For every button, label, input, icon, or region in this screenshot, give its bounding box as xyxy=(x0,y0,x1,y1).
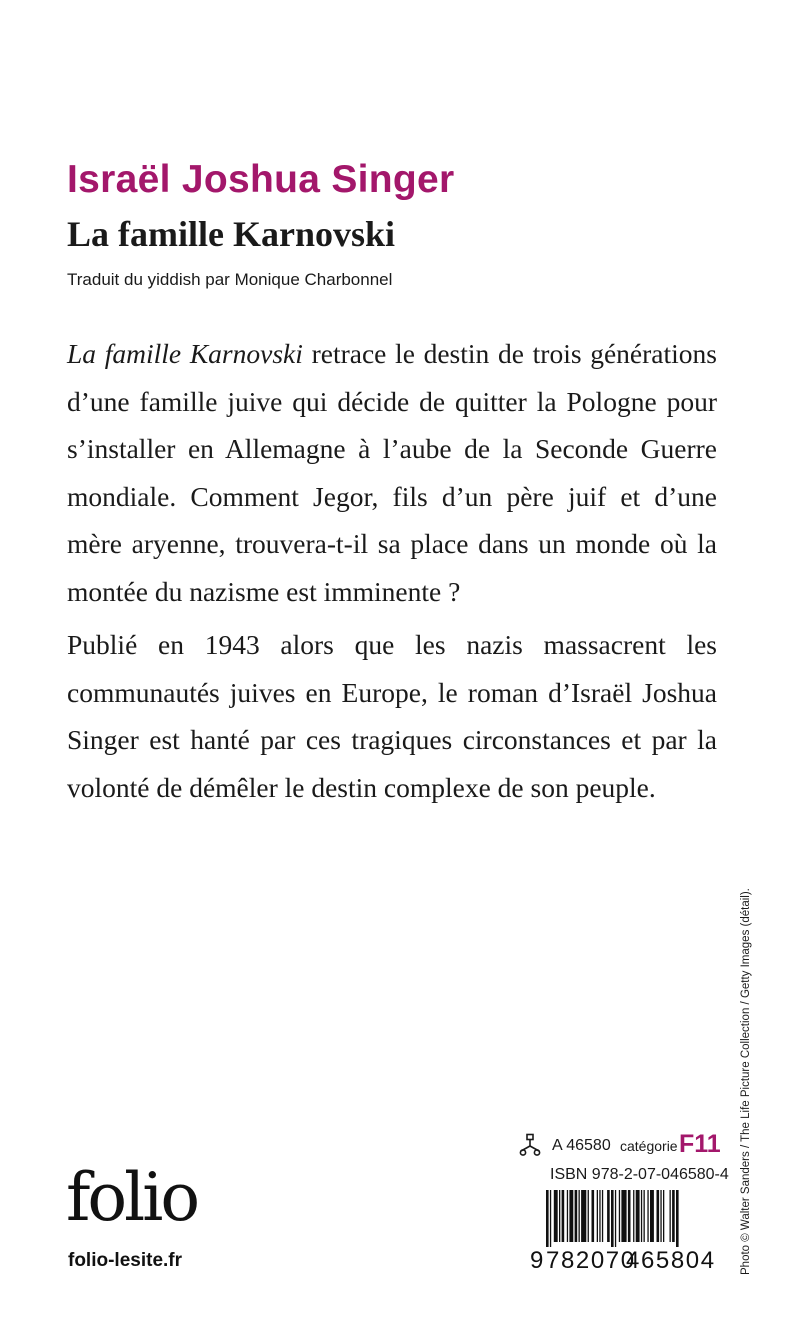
barcode-bar xyxy=(647,1190,648,1242)
barcode-bar xyxy=(569,1190,573,1242)
catalog-code-row xyxy=(518,1130,721,1158)
barcode-bar xyxy=(554,1190,558,1242)
translator-credit: Traduit du yiddish par Monique Charbonnel xyxy=(67,270,393,289)
barcode-bar xyxy=(619,1190,620,1242)
barcode-bar xyxy=(607,1190,610,1242)
barcode-bar xyxy=(650,1190,654,1242)
barcode-bar xyxy=(663,1190,664,1242)
barcode-bar xyxy=(597,1190,598,1242)
blurb-book-title: La famille Karnovski xyxy=(67,338,303,369)
barcode-bar xyxy=(581,1190,586,1242)
barcode-bar xyxy=(592,1190,595,1242)
folio-logo: folio xyxy=(66,1159,198,1236)
barcode-bar xyxy=(633,1190,634,1242)
blurb-paragraph-1-text: retrace le destin de trois générations d’une famille juive qui décide de quitter la Pologne pour s’installer en Allemagne à l’aube de la Seconde Guerre mondiale. Comment Jegor, fils d’un père juif et d’une mère aryenne, trouvera-t-il sa place dans un monde où la montée du nazisme est imminente ? xyxy=(67,338,717,607)
barcode-digits-left: 782070 xyxy=(546,1247,636,1274)
photo-credit: Photo © Walter Sanders / The Life Picture Collection / Getty Images (détail). xyxy=(740,888,752,1275)
barcode-bar xyxy=(567,1190,568,1242)
barcode-bar xyxy=(660,1190,661,1242)
barcode-bar xyxy=(676,1190,679,1247)
barcode-bar xyxy=(562,1190,565,1242)
barcode-bar xyxy=(621,1190,626,1242)
barcode-bar xyxy=(579,1190,580,1242)
barcode-bar xyxy=(546,1190,549,1247)
barcode-bar xyxy=(641,1190,642,1242)
author-name: Israël Joshua Singer xyxy=(67,158,455,201)
category-label: catégorie xyxy=(620,1138,678,1154)
barcode-bar xyxy=(615,1190,616,1247)
book-title: La famille Karnovski xyxy=(67,214,396,254)
isbn: ISBN 978-2-07-046580-4 xyxy=(550,1166,729,1183)
barcode-bar xyxy=(672,1190,675,1242)
barcode-bar xyxy=(602,1190,603,1242)
catalog-code: A 46580 xyxy=(552,1137,611,1154)
gallimard-logo-icon xyxy=(518,1133,542,1157)
barcode-icon xyxy=(545,1190,717,1247)
blurb-paragraph-1 xyxy=(67,330,717,615)
barcode-bar xyxy=(644,1190,645,1242)
barcode-digits xyxy=(530,1247,720,1277)
barcode-bar xyxy=(670,1190,671,1242)
barcode-bar xyxy=(588,1190,589,1242)
barcode-bar xyxy=(628,1190,631,1242)
barcode-digit-first: 9 xyxy=(530,1247,544,1274)
blurb-paragraph-2: Publié en 1943 alors que les nazis massacrent les communautés juives en Europe, le roman d’Israël Joshua Singer est hanté par ces tragiques circonstances et par la volonté de démêler le destin complexe de son peuple. xyxy=(67,629,717,803)
barcode-bar xyxy=(550,1190,551,1247)
barcode-bar xyxy=(575,1190,578,1242)
barcode-digits-right: 465804 xyxy=(626,1247,716,1274)
barcode-bar xyxy=(599,1190,600,1242)
category-code: F11 xyxy=(679,1130,721,1158)
publisher-website: folio-lesite.fr xyxy=(68,1250,183,1271)
barcode-bar xyxy=(636,1190,640,1242)
barcode-bar xyxy=(611,1190,614,1247)
barcode-bar xyxy=(657,1190,660,1242)
barcode-bar xyxy=(559,1190,560,1242)
